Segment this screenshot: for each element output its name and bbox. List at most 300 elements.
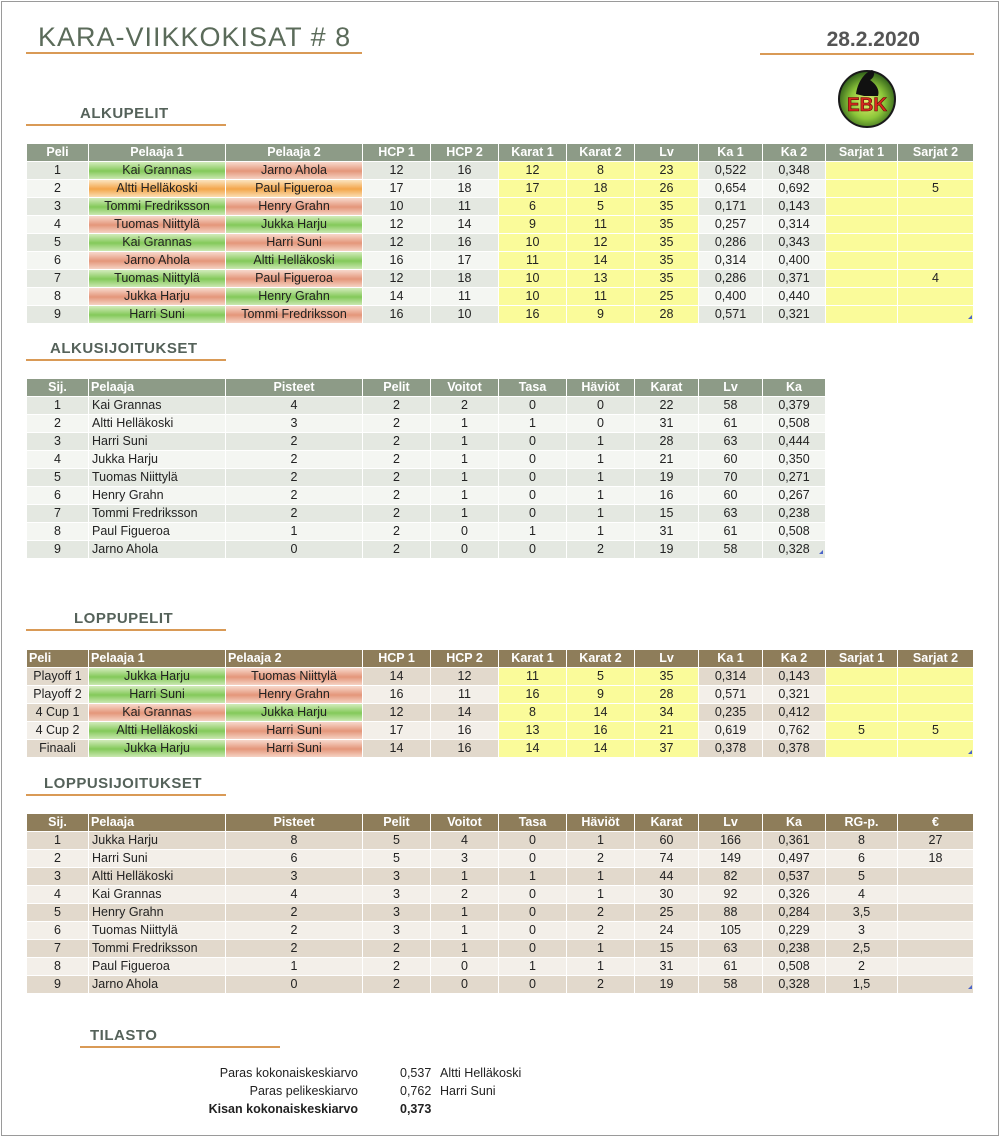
column-header: HCP 2 (431, 650, 499, 668)
table-row (27, 397, 826, 415)
table-cell: 63 (699, 940, 763, 958)
table-cell: 2 (363, 541, 431, 559)
table-cell: 0,571 (699, 306, 763, 324)
table-cell: 2 (567, 904, 635, 922)
table-cell (898, 234, 974, 252)
table-row (27, 722, 974, 740)
table-cell: 12 (363, 270, 431, 288)
table-cell: 9 (567, 686, 635, 704)
table-cell: 3 (363, 868, 431, 886)
table-row (27, 180, 974, 198)
table-cell: Harri Suni (226, 740, 363, 758)
table-cell: 2 (567, 850, 635, 868)
corner-marker (968, 985, 972, 989)
column-header: Ka (763, 379, 826, 397)
table-cell: 17 (431, 252, 499, 270)
table-cell: 2 (363, 433, 431, 451)
table-cell: 0 (499, 886, 567, 904)
table-cell: 7 (27, 505, 89, 523)
column-header: Pelaaja 1 (89, 144, 226, 162)
column-header: Sarjat 1 (826, 650, 898, 668)
table-cell: 16 (431, 740, 499, 758)
table-cell: 0,497 (763, 850, 826, 868)
header-row (27, 814, 974, 832)
table-cell: 3 (27, 868, 89, 886)
table-cell: 5 (27, 904, 89, 922)
table-cell: 63 (699, 433, 763, 451)
table-cell: 16 (499, 686, 567, 704)
column-header: Voitot (431, 379, 499, 397)
table-cell: 74 (635, 850, 699, 868)
table-cell: Tommi Fredriksson (89, 940, 226, 958)
column-header: Voitot (431, 814, 499, 832)
table-cell: 1 (499, 958, 567, 976)
table-cell: Altti Helläkoski (226, 252, 363, 270)
section-title-loppusijoitukset: LOPPUSIJOITUKSET (44, 775, 203, 792)
table-cell: 2 (567, 541, 635, 559)
table-cell: 0 (226, 976, 363, 994)
table-cell (826, 740, 898, 758)
table-cell: 0 (499, 850, 567, 868)
table-cell: 2 (27, 415, 89, 433)
table-cell: 6 (499, 198, 567, 216)
table-row (27, 704, 974, 722)
table-cell: 2,5 (826, 940, 898, 958)
table-cell: 63 (699, 505, 763, 523)
header-row (27, 379, 826, 397)
table-cell (898, 288, 974, 306)
table-cell: 14 (567, 252, 635, 270)
column-header: Peli (27, 144, 89, 162)
table-cell: 7 (27, 270, 89, 288)
table-row (27, 958, 974, 976)
table-cell: 0 (499, 904, 567, 922)
table-cell: 5 (567, 198, 635, 216)
ebk-logo-icon (836, 66, 898, 128)
table-cell: 1 (567, 487, 635, 505)
column-header: HCP 1 (363, 144, 431, 162)
table-cell: 0,143 (763, 668, 826, 686)
table-cell: 0 (431, 976, 499, 994)
table-cell: 2 (27, 850, 89, 868)
table-cell (826, 252, 898, 270)
table-cell: 9 (27, 976, 89, 994)
table-cell: 105 (699, 922, 763, 940)
table-row (27, 433, 826, 451)
table-cell: Jukka Harju (89, 288, 226, 306)
table-cell (898, 252, 974, 270)
table-cell: 0,537 (763, 868, 826, 886)
table-cell: 9 (27, 541, 89, 559)
table-cell: Altti Helläkoski (89, 722, 226, 740)
table-cell: 22 (635, 397, 699, 415)
table-cell: Kai Grannas (89, 886, 226, 904)
column-header: Ka 1 (699, 144, 763, 162)
table-row (27, 288, 974, 306)
table-cell: 60 (699, 451, 763, 469)
table-cell: 12 (363, 704, 431, 722)
table-cell: 0 (431, 958, 499, 976)
table-cell: 6 (27, 252, 89, 270)
table-cell: 16 (499, 306, 567, 324)
table-cell: 11 (499, 252, 567, 270)
table-cell (826, 306, 898, 324)
table-cell: 0,361 (763, 832, 826, 850)
table-cell: 4 (27, 886, 89, 904)
table-cell (898, 686, 974, 704)
header-row (27, 144, 974, 162)
table-cell: 31 (635, 958, 699, 976)
table-cell: 5 (567, 668, 635, 686)
table-cell: 0,654 (699, 180, 763, 198)
table-cell: 0,348 (763, 162, 826, 180)
table-cell: 0,321 (763, 306, 826, 324)
table-cell: 0,412 (763, 704, 826, 722)
table-cell: Henry Grahn (226, 686, 363, 704)
table-cell: 31 (635, 415, 699, 433)
table-cell: 0 (499, 940, 567, 958)
table-cell: 0 (499, 541, 567, 559)
stat-value: 0,537 (400, 1066, 432, 1080)
table-cell: 2 (226, 904, 363, 922)
table-cell: 8 (27, 958, 89, 976)
table-cell: 1 (226, 523, 363, 541)
table-cell: 0,171 (699, 198, 763, 216)
table-cell: 9 (27, 306, 89, 324)
table-cell: 19 (635, 469, 699, 487)
table-row (27, 415, 826, 433)
table-cell: Tuomas Niittylä (89, 922, 226, 940)
table-row (27, 234, 974, 252)
column-header: Pelaaja (89, 379, 226, 397)
table-row (27, 886, 974, 904)
table-cell: 1 (226, 958, 363, 976)
table-cell: 2 (226, 505, 363, 523)
table-cell: 14 (363, 668, 431, 686)
table-cell: 1 (431, 922, 499, 940)
table-cell: 16 (431, 722, 499, 740)
column-header: Peli (27, 650, 89, 668)
table-cell: 0,328 (763, 541, 826, 559)
stat-label: Paras pelikeskiarvo (249, 1084, 358, 1098)
table-cell: 1 (431, 469, 499, 487)
table-cell: 149 (699, 850, 763, 868)
table-cell: 10 (363, 198, 431, 216)
table-row (27, 487, 826, 505)
table-cell: 0,286 (699, 270, 763, 288)
table-cell: 35 (635, 668, 699, 686)
table-cell: 0,314 (699, 252, 763, 270)
table-cell: 28 (635, 686, 699, 704)
table-cell (826, 216, 898, 234)
column-header: Sarjat 1 (826, 144, 898, 162)
table-cell: Kai Grannas (89, 162, 226, 180)
table-cell: 2 (363, 940, 431, 958)
table-cell: 0,271 (763, 469, 826, 487)
table-cell: 4 (27, 451, 89, 469)
table-cell: 1 (567, 832, 635, 850)
table-cell: 1 (499, 868, 567, 886)
table-cell: 5 (898, 722, 974, 740)
table-cell: 0,692 (763, 180, 826, 198)
table-cell: 4 (27, 216, 89, 234)
table-cell: 2 (226, 922, 363, 940)
table-cell: 35 (635, 198, 699, 216)
table-cell: 8 (826, 832, 898, 850)
table-cell (826, 180, 898, 198)
table-cell: 2 (226, 433, 363, 451)
table-cell: 2 (363, 469, 431, 487)
column-header: Lv (635, 144, 699, 162)
table-cell: 0 (567, 415, 635, 433)
column-header: Sarjat 2 (898, 144, 974, 162)
table-cell: 0,238 (763, 940, 826, 958)
table-cell: 16 (431, 234, 499, 252)
column-header: Karat (635, 814, 699, 832)
table-cell: 6 (826, 850, 898, 868)
table-cell: 2 (226, 487, 363, 505)
table-cell: Tuomas Niittylä (226, 668, 363, 686)
table-cell: 58 (699, 397, 763, 415)
table-cell: 3 (826, 922, 898, 940)
column-header: Karat 1 (499, 144, 567, 162)
table-cell: 4 Cup 2 (27, 722, 89, 740)
table-cell: Kai Grannas (89, 397, 226, 415)
table-cell: 9 (499, 216, 567, 234)
table-cell (826, 270, 898, 288)
table-row (27, 868, 974, 886)
table-cell: 2 (567, 976, 635, 994)
table-cell: 0,400 (763, 252, 826, 270)
table-cell: Henry Grahn (89, 487, 226, 505)
table-loppupelit (26, 649, 974, 758)
table-cell: 88 (699, 904, 763, 922)
table-cell: 0,378 (763, 740, 826, 758)
column-header: Häviöt (567, 379, 635, 397)
table-cell: 0,522 (699, 162, 763, 180)
table-cell: Altti Helläkoski (89, 415, 226, 433)
table-cell: Finaali (27, 740, 89, 758)
table-cell: Paul Figueroa (226, 270, 363, 288)
table-cell: 0,762 (763, 722, 826, 740)
table-cell: 5 (27, 234, 89, 252)
table-cell: 1 (567, 868, 635, 886)
table-cell: Jukka Harju (89, 832, 226, 850)
table-cell: Harri Suni (89, 686, 226, 704)
table-cell: 28 (635, 433, 699, 451)
table-cell: 60 (699, 487, 763, 505)
column-header: Karat 2 (567, 650, 635, 668)
column-header: Lv (699, 814, 763, 832)
table-cell: 0,238 (763, 505, 826, 523)
table-cell: 61 (699, 415, 763, 433)
table-cell (826, 686, 898, 704)
table-cell: 82 (699, 868, 763, 886)
table-cell: Jukka Harju (89, 668, 226, 686)
table-cell: 16 (431, 162, 499, 180)
column-header: Pelaaja (89, 814, 226, 832)
column-header: Pelit (363, 379, 431, 397)
table-cell: 0 (499, 487, 567, 505)
table-cell: 0,314 (763, 216, 826, 234)
corner-marker (968, 750, 972, 754)
table-row (27, 832, 974, 850)
table-cell: 11 (499, 668, 567, 686)
table-cell: 0,321 (763, 686, 826, 704)
column-header: Sij. (27, 814, 89, 832)
table-cell (898, 940, 974, 958)
table-cell: Jarno Ahola (89, 976, 226, 994)
table-cell: 0,314 (699, 668, 763, 686)
table-cell: 0,284 (763, 904, 826, 922)
table-cell: 0,350 (763, 451, 826, 469)
table-cell: 18 (567, 180, 635, 198)
table-cell: 3 (226, 415, 363, 433)
table-cell: 0 (499, 469, 567, 487)
table-cell: 2 (363, 976, 431, 994)
table-cell: 1 (431, 451, 499, 469)
table-cell: Tommi Fredriksson (89, 505, 226, 523)
table-cell: 16 (363, 252, 431, 270)
table-cell: 11 (431, 288, 499, 306)
table-cell: 9 (567, 306, 635, 324)
table-cell: 12 (363, 234, 431, 252)
table-cell: 2 (363, 523, 431, 541)
column-header: Tasa (499, 379, 567, 397)
title-underline (26, 52, 362, 54)
table-cell: Tuomas Niittylä (89, 216, 226, 234)
stat-label: Kisan kokonaiskeskiarvo (208, 1102, 358, 1116)
table-cell: Harri Suni (89, 306, 226, 324)
table-cell: 11 (567, 216, 635, 234)
table-cell: 4 (826, 886, 898, 904)
table-cell: 21 (635, 722, 699, 740)
stat-value: 0,373 (400, 1102, 432, 1116)
table-cell: 1 (567, 505, 635, 523)
table-cell: 2 (363, 397, 431, 415)
table-cell: 11 (431, 198, 499, 216)
table-row (27, 451, 826, 469)
table-cell: 0,326 (763, 886, 826, 904)
table-cell: 44 (635, 868, 699, 886)
table-cell: 31 (635, 523, 699, 541)
corner-marker (968, 315, 972, 319)
column-header: Karat 1 (499, 650, 567, 668)
table-cell: 12 (567, 234, 635, 252)
table-cell (898, 198, 974, 216)
table-row (27, 162, 974, 180)
table-cell: 3 (27, 433, 89, 451)
table-cell: 5 (898, 180, 974, 198)
table-cell: 15 (635, 505, 699, 523)
column-header: Häviöt (567, 814, 635, 832)
table-cell: 8 (499, 704, 567, 722)
table-cell: 18 (431, 180, 499, 198)
table-cell: 0,229 (763, 922, 826, 940)
table-row (27, 216, 974, 234)
table-alkupelit (26, 143, 974, 324)
table-cell: 12 (431, 668, 499, 686)
table-cell (898, 958, 974, 976)
table-cell: 11 (431, 686, 499, 704)
table-cell: 21 (635, 451, 699, 469)
table-cell: 3,5 (826, 904, 898, 922)
table-cell: 58 (699, 541, 763, 559)
page-title: KARA-VIIKKOKISAT # 8 (38, 22, 352, 52)
table-cell: 1 (567, 433, 635, 451)
table-cell: 0,371 (763, 270, 826, 288)
table-cell: 8 (27, 523, 89, 541)
table-cell: 2 (363, 958, 431, 976)
table-cell: 0,378 (699, 740, 763, 758)
table-cell: 2 (567, 922, 635, 940)
table-cell: 2 (363, 505, 431, 523)
table-alkusijoitukset (26, 378, 826, 559)
table-cell: 0,508 (763, 958, 826, 976)
table-cell: 0,286 (699, 234, 763, 252)
column-header: € (898, 814, 974, 832)
table-cell: 35 (635, 234, 699, 252)
table-cell: 2 (431, 886, 499, 904)
table-cell: Tommi Fredriksson (226, 306, 363, 324)
table-cell: 1 (431, 433, 499, 451)
table-cell: 35 (635, 252, 699, 270)
table-cell: 18 (431, 270, 499, 288)
table-cell: Tuomas Niittylä (89, 469, 226, 487)
table-cell: Jarno Ahola (89, 541, 226, 559)
table-cell: 10 (499, 234, 567, 252)
table-cell: Altti Helläkoski (89, 180, 226, 198)
table-cell (898, 216, 974, 234)
table-cell: 1 (431, 868, 499, 886)
section-title-loppupelit: LOPPUPELIT (74, 610, 174, 627)
table-cell: 3 (363, 904, 431, 922)
table-row (27, 976, 974, 994)
column-header: Lv (699, 379, 763, 397)
table-cell: 0 (499, 397, 567, 415)
table-cell: 2 (363, 451, 431, 469)
section-underline (26, 124, 226, 126)
table-cell: 6 (27, 487, 89, 505)
table-cell: 3 (363, 922, 431, 940)
table-cell: 35 (635, 216, 699, 234)
stat-player: Harri Suni (440, 1084, 496, 1098)
table-cell: Henry Grahn (226, 198, 363, 216)
table-cell: 0 (226, 541, 363, 559)
table-cell (898, 904, 974, 922)
table-cell: Kai Grannas (89, 234, 226, 252)
table-cell: 0,257 (699, 216, 763, 234)
column-header: Ka (763, 814, 826, 832)
table-cell: 1 (567, 469, 635, 487)
stats-block (0, 1066, 1000, 1126)
table-cell: 2 (226, 469, 363, 487)
table-cell: Jukka Harju (89, 740, 226, 758)
column-header: Pelit (363, 814, 431, 832)
table-cell: 35 (635, 270, 699, 288)
stat-player: Altti Helläkoski (440, 1066, 522, 1080)
table-cell: 8 (567, 162, 635, 180)
table-cell: 5 (27, 469, 89, 487)
table-cell: Jukka Harju (226, 704, 363, 722)
table-cell: 12 (499, 162, 567, 180)
table-row (27, 740, 974, 758)
table-cell: 37 (635, 740, 699, 758)
column-header: Karat (635, 379, 699, 397)
table-cell: 61 (699, 958, 763, 976)
table-cell: 5 (826, 868, 898, 886)
table-cell (898, 704, 974, 722)
